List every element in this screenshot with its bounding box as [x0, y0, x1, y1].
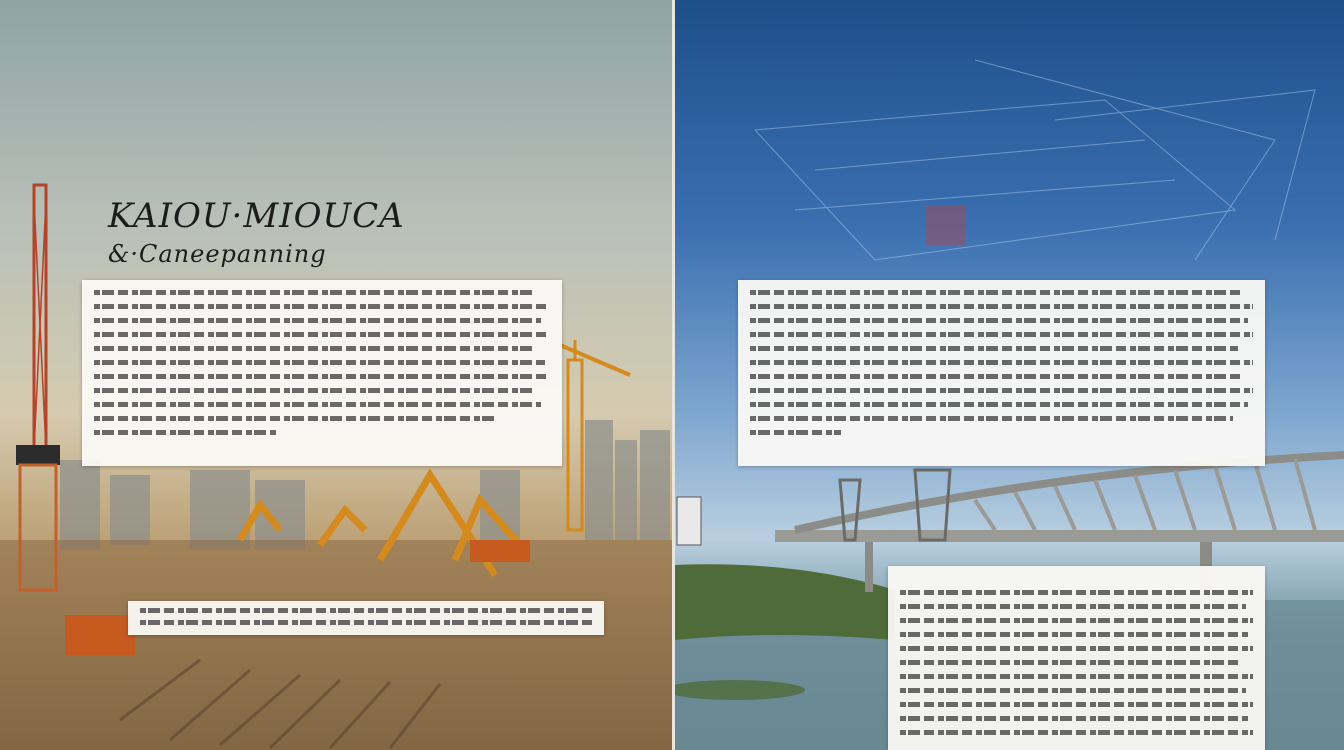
riverbank-trees [675, 564, 895, 640]
signpost [677, 497, 701, 545]
text-card-right-bottom [888, 566, 1265, 750]
text-card-left [82, 280, 562, 466]
blueprint-highlight [925, 205, 965, 245]
headline-line-1: KAIOU·MIOUCA [108, 196, 405, 236]
caption-card-left [128, 601, 604, 635]
blueprint-overlay [755, 60, 1315, 260]
tower-crane-red [16, 185, 60, 590]
headline-line-2: &·Caneepanning [108, 240, 327, 268]
text-card-right-top [738, 280, 1265, 466]
bridge-scene-panel [675, 0, 1344, 750]
